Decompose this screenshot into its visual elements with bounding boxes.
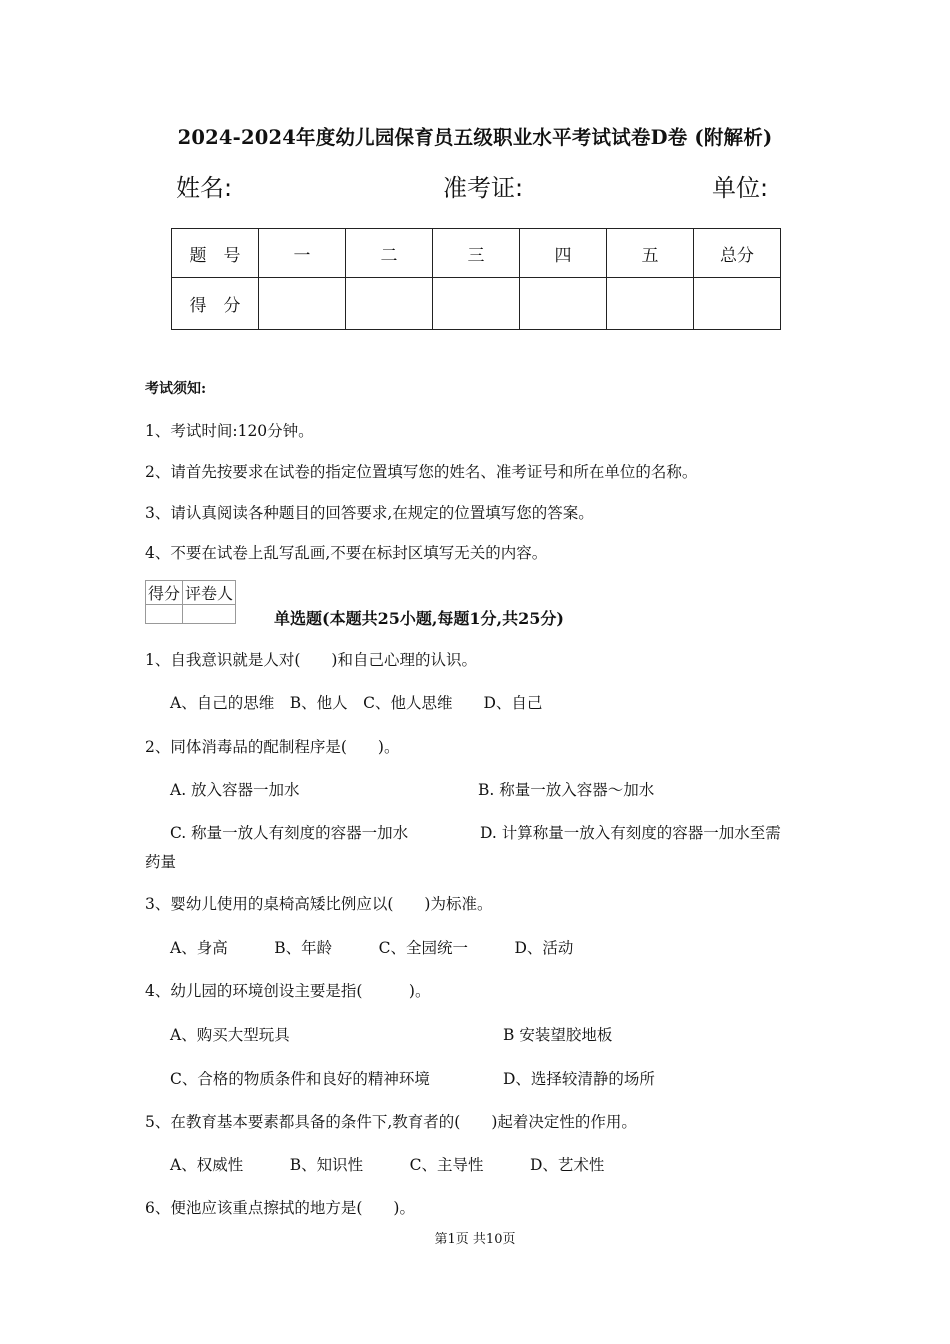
column-total: 总分: [694, 229, 781, 278]
question-stem: 3、婴幼儿使用的桌椅高矮比例应以( )为标准。: [145, 895, 493, 913]
option-b: B 安装望胶地板: [503, 1026, 613, 1044]
score-table: [171, 228, 781, 330]
column-4: 四: [520, 229, 607, 278]
question-options: A、权威性 B、知识性 C、主导性 D、艺术性: [170, 1156, 605, 1174]
score-cell-3[interactable]: [433, 278, 520, 330]
grader-name-label: 评卷人: [183, 581, 236, 605]
notice-heading: 考试须知:: [145, 381, 207, 397]
score-cell-1[interactable]: [259, 278, 346, 330]
question-stem: 2、同体消毒品的配制程序是( )。: [145, 738, 400, 756]
score-table-score-row: [172, 278, 781, 330]
option-d: D. 计算称量一放入有刻度的容器一加水至需: [480, 824, 781, 842]
column-5: 五: [607, 229, 694, 278]
grader-score-cell[interactable]: [146, 605, 183, 624]
notice-item: 3、请认真阅读各种题目的回答要求,在规定的位置填写您的答案。: [145, 504, 594, 522]
option-b: B. 称量一放入容器～加水: [478, 781, 655, 799]
notice-item: 4、不要在试卷上乱写乱画,不要在标封区填写无关的内容。: [145, 544, 548, 562]
question-stem: 5、在教育基本要素都具备的条件下,教育者的( )起着决定性的作用。: [145, 1113, 637, 1131]
column-1: 一: [259, 229, 346, 278]
header-label-cell: 题 号: [172, 229, 259, 278]
option-d: D、选择较清静的场所: [503, 1070, 655, 1088]
option-d-continuation: 药量: [145, 853, 177, 871]
question-options: A、自己的思维 B、他人 C、他人思维 D、自己: [170, 694, 543, 712]
question-stem: 1、自我意识就是人对( )和自己心理的认识。: [145, 651, 477, 669]
score-cell-5[interactable]: [607, 278, 694, 330]
page-footer: 第1页 共10页: [434, 1232, 516, 1247]
option-c: C. 称量一放人有刻度的容器一加水: [170, 824, 409, 842]
column-2: 二: [346, 229, 433, 278]
question-stem: 6、便池应该重点擦拭的地方是( )。: [145, 1199, 415, 1217]
exam-id-label: 准考证:: [443, 174, 524, 202]
option-a: A、购买大型玩具: [170, 1026, 290, 1044]
notice-item: 2、请首先按要求在试卷的指定位置填写您的姓名、准考证号和所在单位的名称。: [145, 463, 698, 481]
grader-score-label: 得分: [146, 581, 183, 605]
score-cell-total[interactable]: [694, 278, 781, 330]
question-stem: 4、幼儿园的环境创设主要是指( )。: [145, 982, 431, 1000]
name-label: 姓名:: [176, 174, 233, 202]
score-cell-4[interactable]: [520, 278, 607, 330]
column-3: 三: [433, 229, 520, 278]
question-options: A、身高 B、年龄 C、全园统一 D、活动: [170, 939, 574, 957]
score-table-header-row: [172, 229, 781, 278]
page-title: 2024-2024年度幼儿园保育员五级职业水平考试试卷D卷 (附解析): [177, 126, 773, 149]
score-label-cell: 得 分: [172, 278, 259, 330]
option-a: A. 放入容器一加水: [170, 781, 300, 799]
grader-box: [145, 580, 236, 624]
option-c: C、合格的物质条件和良好的精神环境: [170, 1070, 430, 1088]
unit-label: 单位:: [712, 174, 769, 202]
grader-name-cell[interactable]: [183, 605, 236, 624]
section-title: 单选题(本题共25小题,每题1分,共25分): [274, 609, 564, 628]
notice-item: 1、考试时间:120分钟。: [145, 422, 314, 440]
score-cell-2[interactable]: [346, 278, 433, 330]
